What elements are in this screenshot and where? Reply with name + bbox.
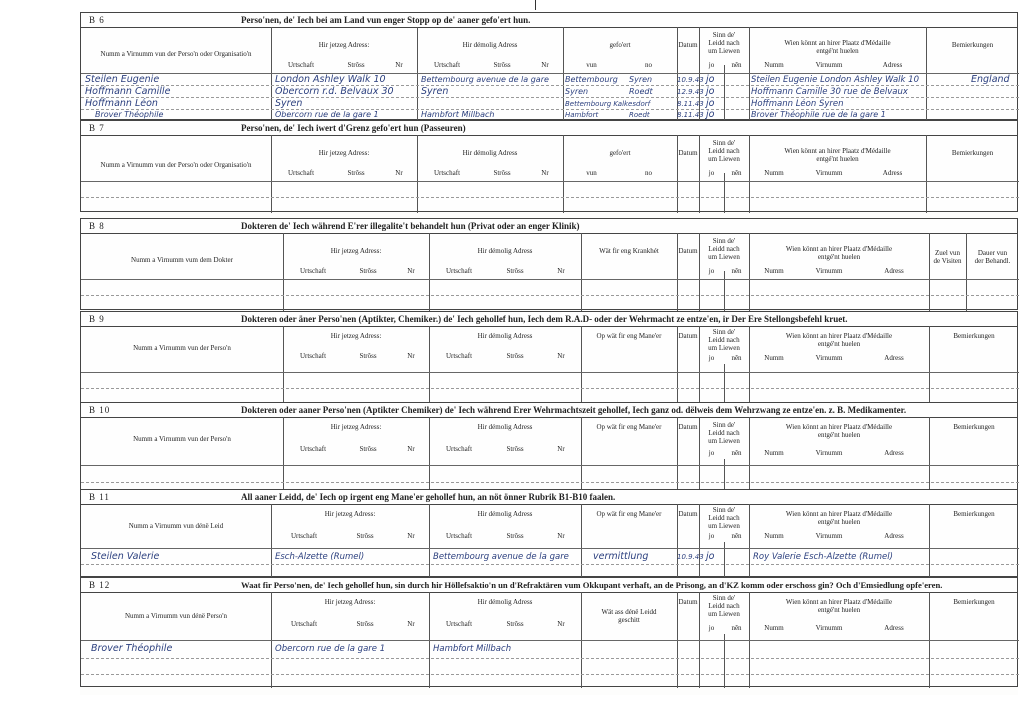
col-nen: nên [731,169,742,177]
section-title: Perso'nen, de' Iech iwert d'Grenz gefo'ert hun (Passeuren) [241,123,466,133]
hw-current-address: Esch-Alzette (Rumel) [275,552,365,562]
col-stross: Strôss [506,445,524,453]
col-jo: jo [708,267,715,275]
col-medaille-2: entgé'nt huelen [817,340,861,348]
col-stross: Strôss [359,267,377,275]
col-adress: Adress [882,169,903,177]
section-code: B 10 [89,405,111,415]
col-stross: Strôss [356,532,374,540]
col-stross: Strôss [359,352,377,360]
col-jo: jo [708,624,715,632]
col-nr: Nr [395,61,403,69]
col-bemierkungen: Bemierkungen [953,598,995,606]
section-title: Dokteren de' Iech während E'rer illegalite't behandelt hun (Privat oder an enger Klinik) [241,221,580,231]
col-adress: Adress [884,449,904,457]
col-no: no [645,169,652,177]
col-nr: Nr [557,267,565,275]
col-datum: Datum [678,510,698,518]
col-numm: Numm [764,624,784,632]
hw-medaille: Hoffmann Camille 30 rue de Belvaux [751,87,908,97]
col-current-address: Hir jetzeg Adress: [330,332,382,340]
hw-datum: 8.11.43 [677,100,704,108]
hw-name: Hoffmann Camille [85,86,171,97]
col-sinn-1: Sinn de' [712,421,736,429]
hw-current-address: London Ashley Walk 10 [275,74,386,85]
hw-datum: 12.9.43 [677,88,704,96]
col-jo: jo [708,169,715,177]
col-sinn-1: Sinn de' [712,237,736,245]
section-b11 [80,489,1018,577]
hw-manier: vermittlung [593,551,649,562]
col-nr: Nr [557,445,565,453]
col-datum: Datum [678,423,698,431]
hw-current-address: Obercorn rue de la gare 1 [275,644,386,654]
hw-vun: Bettembourg Kalkesdorf [565,100,651,108]
col-virnumm: Virnumm [815,532,843,540]
hw-medaille: Hoffmann Léon Syren [751,99,844,109]
col-sinn-3: um Liewen [708,522,740,530]
top-margin-mark [535,0,536,10]
col-medaille-2: entgé'nt huelen [817,606,861,614]
col-sinn-2: Leidd nach [708,245,740,253]
col-medaille-2: entgé'nt huelen [816,47,859,55]
col-nen: nên [731,61,742,69]
hw-previous-address: Bettembourg avenue de la gare [433,552,569,562]
col-urtschaft: Urtschaft [433,61,461,69]
col-sinn-2: Leidd nach [708,336,740,344]
col-numm: Numm [764,61,784,69]
col-previous-address: Hir démolig Adress [462,149,518,157]
section-header [81,312,1017,327]
col-jo: jo [708,354,715,362]
col-urtschaft: Urtschaft [290,532,318,540]
col-stross: Strôss [506,352,524,360]
col-sinn-3: um Liewen [708,155,740,163]
col-medaille-1: Wien könnt an hirer Plaatz d'Médaille [785,423,893,431]
col-sinn-3: um Liewen [708,437,740,445]
hw-jo: jo [706,74,715,85]
hw-name: Steilen Valerie [91,551,160,562]
col-sinn-3: um Liewen [708,344,740,352]
section-code: B 8 [89,221,105,231]
section-header [81,121,1017,136]
col-nen: nên [731,624,742,632]
col-sinn-3: um Liewen [708,610,740,618]
hw-vun: Hambfort [565,111,599,119]
col-sinn-2: Leidd nach [708,514,740,522]
col-urtschaft: Urtschaft [445,620,473,628]
hw-no: Roedt [629,111,650,119]
col-nen: nên [731,532,742,540]
hw-datum: 10.9.43 [677,76,704,84]
col-sinn-2: Leidd nach [708,429,740,437]
col-stross: Strôss [493,61,511,69]
col-virnumm: Virnumm [815,169,843,177]
col-vun: vun [586,61,597,69]
col-name-header: Numm a Virnumm vun dénë Leid [128,522,224,530]
hw-vun: Syren [565,87,589,96]
hw-datum: 10.9.43 [677,553,704,561]
col-name-header: Numm a Virnumm vun der Perso'n [133,435,231,443]
section-b10 [80,402,1018,498]
hw-name: Brover Théophile [91,643,173,654]
col-nr: Nr [407,620,415,628]
col-sinn-2: Leidd nach [708,39,740,47]
hw-jo: jo [706,86,715,97]
col-gefoert: gefo'ert [609,149,631,157]
hw-no: Roedt [629,87,653,96]
col-numm: Numm [764,267,784,275]
col-virnumm: Virnumm [815,61,843,69]
col-medaille-1: Wien könnt an hirer Plaatz d'Médaille [784,147,891,155]
hw-datum: 8.11.43 [677,111,704,119]
col-name-header: Numm a Virnumm vun dénë Perso'n [124,612,227,620]
col-nr: Nr [541,61,549,69]
col-previous-address: Hir démolig Adress [462,41,518,49]
col-manier: Op wät fir eng Mane'er [596,423,662,431]
col-bemierkungen: Bemierkungen [953,423,995,431]
section-title: Dokteren oder äner Perso'nen (Aptikter, Chemiker.) de' Iech gehollef hun, Iech dem R.A.D- oder der Wehrmacht ze entze'en, ir Der Ere Stellongsbefehl kruet. [241,314,848,324]
col-medaille-1: Wien könnt an hirer Plaatz d'Médaille [785,598,893,606]
col-bemierkungen: Bemierkungen [953,332,995,340]
section-header [81,490,1017,505]
col-gefoert: gefo'ert [609,41,631,49]
hw-medaille: Brover Théophile rue de la gare 1 [751,110,886,119]
col-adress: Adress [884,624,904,632]
col-medaille-2: entgé'nt huelen [817,431,861,439]
section-code: B 6 [89,15,105,25]
section-header [81,219,1017,234]
col-nr: Nr [557,532,565,540]
col-numm: Numm [764,354,784,362]
hw-bemierkung: England [971,74,1010,85]
col-current-address: Hir jetzeg Adress: [318,149,370,157]
col-sinn-1: Sinn de' [712,31,736,39]
col-current-address: Hir jetzeg Adress: [330,247,382,255]
hw-previous-address: Hambfort Millbach [433,644,512,654]
col-stross: Strôss [493,169,511,177]
col-nr: Nr [407,445,415,453]
col-urtschaft: Urtschaft [445,352,473,360]
col-previous-address: Hir démolig Adress [477,423,533,431]
form-sheet [80,12,1018,695]
hw-jo: jo [706,98,715,109]
col-nen: nên [731,354,742,362]
col-adress: Adress [884,354,904,362]
hw-current-address: Obercorn r.d. Belvaux 30 [275,86,394,97]
col-numm: Numm [764,169,784,177]
col-urtschaft: Urtschaft [287,61,315,69]
hw-current-address: Syren [275,98,303,109]
col-medaille-1: Wien könnt an hirer Plaatz d'Médaille [785,332,893,340]
col-current-address: Hir jetzeg Adress: [324,510,376,518]
col-vun: vun [586,169,597,177]
col-datum: Datum [678,598,698,606]
col-urtschaft: Urtschaft [299,445,327,453]
col-stross: Strôss [506,620,524,628]
col-urtschaft: Urtschaft [287,169,315,177]
col-current-address: Hir jetzeg Adress: [330,423,382,431]
hw-jo: jo [706,551,715,562]
col-stross: Strôss [347,169,365,177]
section-title: Dokteren oder aaner Perso'nen (Aptikter Chemiker) de' Iech während Erer Wehrmachtszeit gehollef, Iech ganz od. dëlweis dem Wehrzwang ze entze'en. z. B. Medikamenter. [241,405,907,415]
col-datum: Datum [678,149,698,157]
col-adress: Adress [884,532,904,540]
col-stross: Strôss [356,620,374,628]
section-b9 [80,311,1018,403]
col-datum: Datum [678,41,698,49]
hw-medaille: Roy Valerie Esch-Alzette (Rumel) [753,552,893,562]
section-b7 [80,120,1018,212]
col-bemierkungen: Bemierkungen [951,41,994,49]
col-virnumm: Virnumm [815,449,843,457]
col-jo: jo [708,532,715,540]
col-sinn-1: Sinn de' [712,139,736,147]
section-title: All aaner Leidd, de' Iech op irgent eng Mane'er gehollef hun, an nöt önner Rubrik B1-B10 faalen. [241,492,616,502]
col-previous-address: Hir démolig Adress [477,247,533,255]
col-leidd-2: geschitt [618,616,640,624]
col-nr: Nr [541,169,549,177]
col-datum: Datum [678,247,698,255]
col-nr: Nr [407,532,415,540]
col-zuel-2: de Visiten [933,257,962,265]
col-nr: Nr [407,267,415,275]
col-name-header: Numm a Virnumm vun der Perso'n oder Organisatio'n [100,161,252,169]
col-numm: Numm [764,449,784,457]
col-virnumm: Virnumm [815,624,843,632]
col-stross: Strôss [506,267,524,275]
hw-name: Brover Théophile [95,110,164,119]
col-current-address: Hir jetzeg Adress: [318,41,370,49]
col-urtschaft: Urtschaft [299,267,327,275]
col-dauer-1: Dauer vun [977,249,1008,257]
col-previous-address: Hir démolig Adress [477,598,533,606]
section-code: B 11 [89,492,110,502]
col-nen: nên [731,449,742,457]
col-sinn-1: Sinn de' [712,328,736,336]
section-title: Perso'nen, de' Iech bei am Land vun enger Stopp op de' aaner gefo'ert hun. [241,15,531,25]
col-name-header: Numm a Virnumm vum dem Dokter [131,256,233,264]
col-name-header: Numm a Virnumm vun der Perso'n [133,344,231,352]
col-jo: jo [708,449,715,457]
col-urtschaft: Urtschaft [445,445,473,453]
col-krankhet: Wät fir eng Krankhét [599,247,659,255]
col-medaille-1: Wien könnt an hirer Plaatz d'Médaille [785,245,893,253]
section-code: B 12 [89,580,111,590]
col-medaille-2: entgé'nt huelen [817,253,861,261]
col-urtschaft: Urtschaft [445,532,473,540]
col-zuel-1: Zuel vun [934,249,961,257]
hw-name: Steilen Eugenie [85,74,160,85]
col-nr: Nr [557,620,565,628]
hw-jo: jo [706,109,715,120]
col-leidd-1: Wät ass dénë Leidd [601,608,657,616]
col-no: no [645,61,652,69]
section-b8 [80,218,1018,310]
col-nr: Nr [407,352,415,360]
col-stross: Strôss [359,445,377,453]
col-previous-address: Hir démolig Adress [477,332,533,340]
hw-no: Syren [629,75,653,84]
section-b6 [80,12,1018,120]
col-adress: Adress [884,267,904,275]
col-bemierkungen: Bemierkungen [951,149,994,157]
col-urtschaft: Urtschaft [445,267,473,275]
col-datum: Datum [678,332,698,340]
col-urtschaft: Urtschaft [290,620,318,628]
col-stross: Strôss [506,532,524,540]
section-header [81,578,1017,593]
col-sinn-1: Sinn de' [712,506,736,514]
col-medaille-2: entgé'nt huelen [817,518,861,526]
col-medaille-1: Wien könnt an hirer Plaatz d'Médaille [785,510,893,518]
col-sinn-2: Leidd nach [708,147,740,155]
section-b12 [80,577,1018,687]
col-jo: jo [708,61,715,69]
col-sinn-2: Leidd nach [708,602,740,610]
col-nr: Nr [557,352,565,360]
col-manier: Op wät fir eng Mane'er [596,332,662,340]
col-sinn-3: um Liewen [708,253,740,261]
section-code: B 7 [89,123,105,133]
col-medaille-2: entgé'nt huelen [816,155,859,163]
col-stross: Strôss [347,61,365,69]
hw-previous-address: Bettembourg avenue de la gare [421,75,549,84]
hw-previous-address: Hambfort Millbach [421,110,495,119]
col-numm: Numm [764,532,784,540]
col-urtschaft: Urtschaft [433,169,461,177]
col-urtschaft: Urtschaft [299,352,327,360]
col-virnumm: Virnumm [815,267,843,275]
section-header [81,13,1017,28]
col-name-header: Numm a Virnumm vun der Perso'n oder Organisatio'n [100,50,252,58]
hw-previous-address: Syren [421,86,449,97]
col-adress: Adress [882,61,903,69]
hw-vun: Bettembourg [565,75,618,84]
col-medaille-1: Wien könnt an hirer Plaatz d'Médaille [784,39,891,47]
section-code: B 9 [89,314,105,324]
section-header [81,403,1017,418]
hw-current-address: Obercorn rue de la gare 1 [275,110,379,119]
col-virnumm: Virnumm [815,354,843,362]
hw-name: Hoffmann Léon [85,98,158,109]
hw-medaille: Steilen Eugenie London Ashley Walk 10 [751,75,919,85]
col-nr: Nr [395,169,403,177]
col-dauer-2: der Behandl. [974,257,1011,265]
col-manier: Op wät fir eng Mane'er [596,510,662,518]
col-nen: nên [731,267,742,275]
col-bemierkungen: Bemierkungen [953,510,995,518]
col-sinn-3: um Liewen [708,47,740,55]
col-sinn-1: Sinn de' [712,594,736,602]
section-title: Waat fir Perso'nen, de' Iech gehollef hun, sin durch hir Höllefsaktio'n un d'Refraktären vum Okkupant verhaft, an de Prisong, an d'KZ komm oder erschoss gin? Och d'Emsiedlung opfe'eren. [241,580,943,590]
col-current-address: Hir jetzeg Adress: [324,598,376,606]
col-previous-address: Hir démolig Adress [477,510,533,518]
